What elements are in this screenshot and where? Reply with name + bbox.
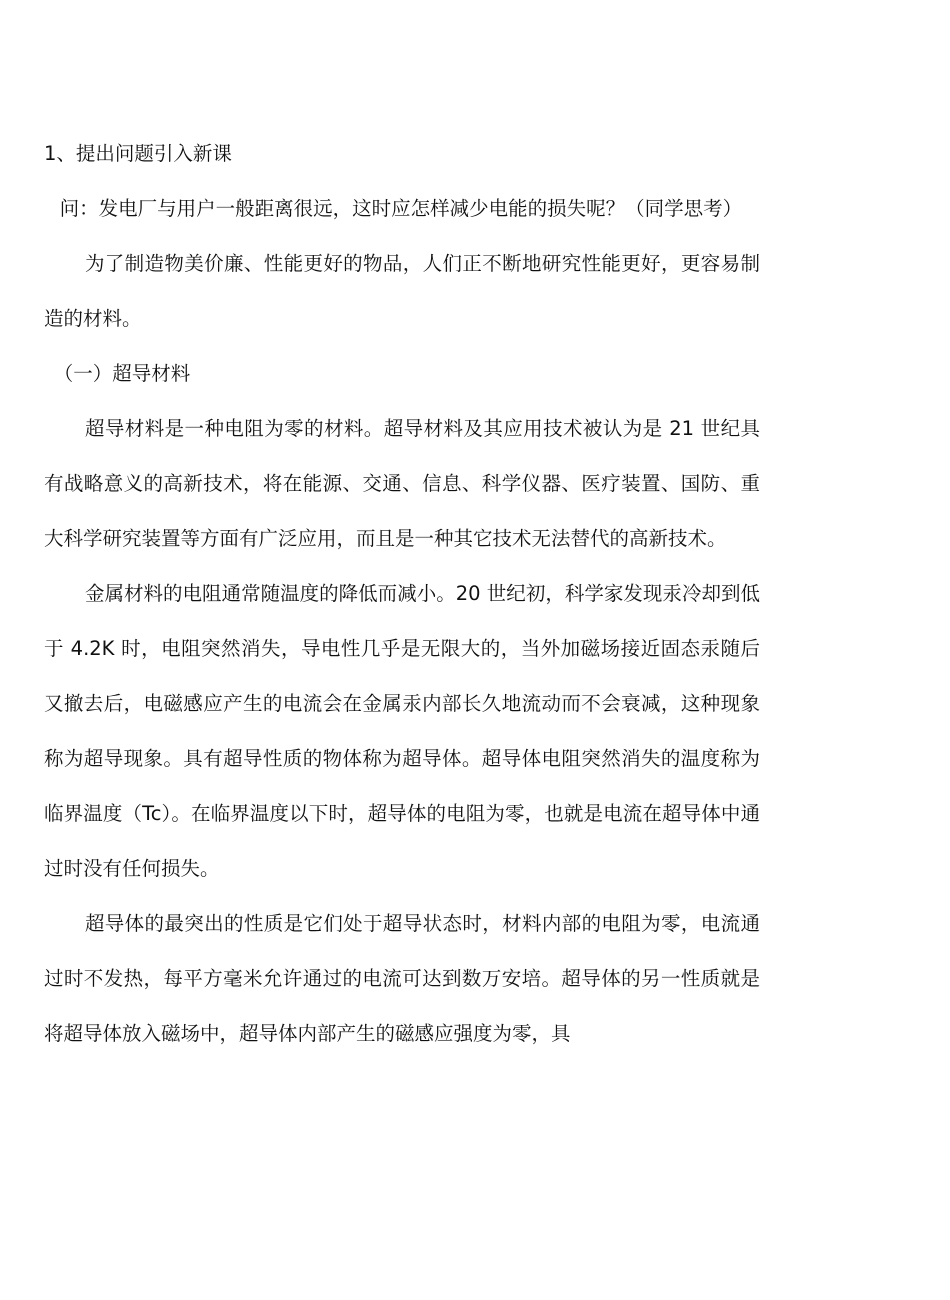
- section-title: （一）超导材料: [53, 362, 191, 385]
- document-body: [44, 126, 760, 1061]
- heading: 1、提出问题引入新课: [44, 142, 232, 165]
- paragraph-superconductor-definition: 超导材料是一种电阻为零的材料。超导材料及其应用技术被认为是 21 世纪具有战略意义的高新技术，将在能源、交通、信息、科学仪器、医疗装置、国防、重大科学研究装置等方面有广泛应用，而且是一种其它技术无法替代的高新技术。: [44, 417, 760, 550]
- intro-paragraph: 为了制造物美价廉、性能更好的物品，人们正不断地研究性能更好，更容易制造的材料。: [44, 252, 760, 330]
- paragraph-superconductivity-phenomenon: 金属材料的电阻通常随温度的降低而减小。20 世纪初，科学家发现汞冷却到低于 4.2K 时，电阻突然消失，导电性几乎是无限大的，当外加磁场接近固态汞随后又撤去后，电磁感应产生的电流会在金属汞内部长久地流动而不会衰减，这种现象称为超导现象。具有超导性质的物体称为超导体。超导体电阻突然消失的温度称为临界温度（Tc）。在临界温度以下时，超导体的电阻为零，也就是电流在超导体中通过时没有任何损失。: [44, 582, 760, 880]
- paragraph-superconductor-properties: 超导体的最突出的性质是它们处于超导状态时，材料内部的电阻为零，电流通过时不发热，每平方毫米允许通过的电流可达到数万安培。超导体的另一性质就是将超导体放入磁场中，超导体内部产生的磁感应强度为零，具: [44, 912, 760, 1045]
- question-paragraph: 问：发电厂与用户一般距离很远，这时应怎样减少电能的损失呢？（同学思考）: [59, 197, 743, 220]
